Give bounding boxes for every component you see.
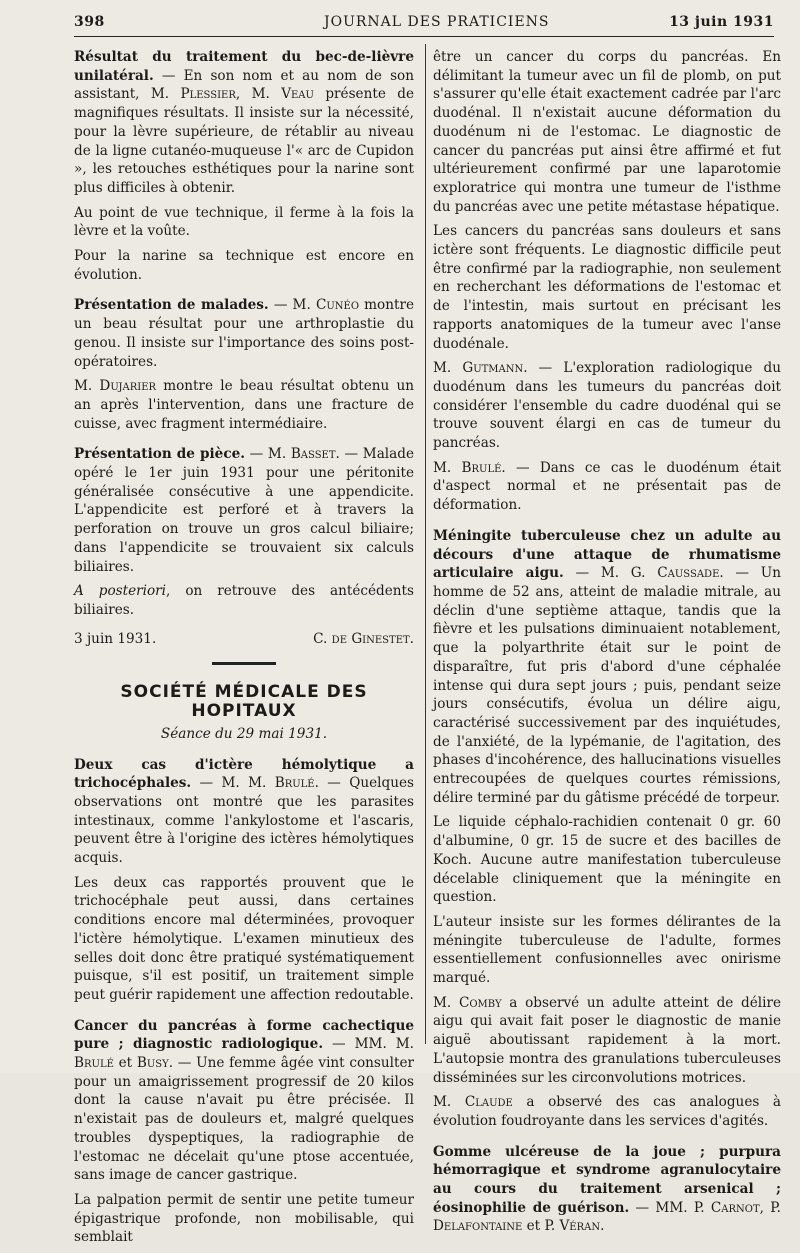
author-name: Caussade bbox=[657, 565, 720, 582]
paragraph: Les cancers du pancréas sans douleurs et sans ictère sont fréquents. Le diagnostic difficile peut être confirmé par la radiographie, non seulement en recherchant les déformations de l'estomac et de l'intestin, mais surtout en précisant les rapports anatomiques de la tumeur avec l'anse duodénale. bbox=[433, 223, 781, 352]
section-separator bbox=[212, 662, 276, 665]
paragraph: Au point de vue technique, il ferme à la fois la lèvre et la voûte. bbox=[74, 204, 414, 240]
signature-date: 3 juin 1931. bbox=[74, 630, 157, 647]
author-name: Brulé bbox=[461, 459, 502, 476]
article-title: Résultat du traitement du bec-de-lièvre unilatéral. bbox=[74, 49, 414, 84]
paragraph: M. Brulé. — Dans ce cas le duodénum était d'aspect normal et ne présentait pas de déformation. bbox=[433, 459, 781, 514]
paragraph-presentation-malades: Présentation de malades. — M. Cunéo montre un beau résultat pour une arthroplastie du genou. Il insiste sur l'importance des soins post-opératoires. bbox=[74, 297, 414, 370]
paragraph: M. Comby a observé un adulte atteint de délire aigu qui avait fait poser le diagnostic de manie aiguë aboutissant rapidement à la mort. L'autopsie montra des granulations tuberculeuses disséminées sur les circonvolutions motrices. bbox=[433, 994, 782, 1086]
journal-title: JOURNAL DES PRATICIENS bbox=[324, 14, 550, 30]
paragraph: être un cancer du corps du pancréas. En délimitant la tumeur avec un fil de plomb, on put s'assurer qu'elle était exactement cadrée par l'arc duodénal. Il n'existait aucune déformation du duodénum ni de l'estomac. Le diagnostic de cancer du pancréas put ainsi être affirmé et fut ultérieurement confirmé par une laparotomie exploratrice qui montra une tumeur de l'isthme du pancréas avec une petite métastase hépatique. bbox=[433, 49, 781, 215]
author-name: Dujarier bbox=[99, 378, 157, 395]
column-divider bbox=[425, 44, 426, 1044]
section-title: SOCIÉTÉ MÉDICALE DES HOPITAUX bbox=[120, 682, 368, 722]
paragraph: M. Gutmann. — L'exploration radiologique du duodénum dans les tumeurs du pancréas doit considérer l'ensemble du cadre duodénal qui se trouve souvent élargi en cas de tumeur du pancréas. bbox=[433, 360, 782, 452]
paragraph: M. Dujarier montre le beau résultat obtenu un an après l'intervention, dans une fracture de cuisse, avec fragment intermédiaire. bbox=[74, 378, 414, 432]
issue-date: 13 juin 1931 bbox=[669, 14, 774, 30]
author-name: Gutmann bbox=[462, 360, 524, 377]
right-column bbox=[433, 48, 781, 1242]
page-number: 398 bbox=[74, 14, 105, 30]
paragraph: Pour la narine sa technique est encore en évolution. bbox=[74, 248, 414, 283]
author-name: Plessier bbox=[180, 86, 236, 103]
paragraph-bec-de-lievre: Résultat du traitement du bec-de-lièvre unilatéral. — En son nom et au nom de son assistant, M. Plessier, M. Veau présente de magnifiques résultats. Il insiste sur la nécessité, pour la lèvre supérieure, de rétablir au niveau de la ligne cutanéo-muqueuse l'« arc de Cupidon », les retouches esthétiques pour la narine sont plus difficiles à obtenir. bbox=[74, 49, 414, 196]
article-title: Gomme ulcéreuse de la joue ; purpura hémorragique et syndrome agranulocytaire au cours du traitement arsenical ; éosinophilie de guérison. bbox=[433, 1143, 781, 1216]
author-name: Veau bbox=[281, 86, 314, 103]
author-name: Delafontaine bbox=[433, 1218, 523, 1235]
author-name: Brulé bbox=[74, 1055, 114, 1072]
author-name: Comby bbox=[458, 994, 502, 1011]
article-title: Deux cas d'ictère hémolytique a trichocéphales. bbox=[74, 756, 414, 792]
author-name: Cunéo bbox=[315, 297, 360, 314]
author-name: Busy bbox=[136, 1055, 169, 1072]
left-column bbox=[74, 48, 414, 1253]
article-title: Présentation de pièce. bbox=[74, 446, 245, 463]
paragraph-ictere: Deux cas d'ictère hémolytique a trichocéphales. — M. M. Brulé. — Quelques observations ont montré que les parasites intestinaux, comme l'ankylostome et l'ascaris, peuvent être à l'origine des ictères hémolytiques acquis. bbox=[74, 756, 415, 867]
author-name: Brulé bbox=[274, 775, 315, 792]
author-name: Carnot bbox=[710, 1199, 760, 1216]
author-name: Véran bbox=[559, 1218, 601, 1235]
paragraph: M. Claude a observé des cas analogues à évolution foudroyante dans les services d'agités. bbox=[433, 1094, 782, 1129]
paragraph-cancer-pancreas: Cancer du pancréas à forme cachectique pure ; diagnostic radiologique. — MM. M. Brulé et Busy. — Une femme âgée vint consulter pour un amaigrissement progressif de 20 kilos dont la cause n'avait pu être précisée. Il n'existait pas de douleurs et, malgré quelques troubles dyspeptiques, la radiographie de l'estomac ne décelait qu'une ptose accentuée, sans image de cancer gastrique. bbox=[74, 1017, 414, 1184]
paragraph-meningite: Méningite tuberculeuse chez un adulte au décours d'une attaque de rhumatisme articulaire aigu. — M. G. Caussade. — Un homme de 52 ans, atteint de maladie mitrale, au déclin d'une septième attaque, tandis que la fièvre et les pulsations diminuaient notablement, que la polyarthrite était sur le point de disparaître, fut pris d'abord d'une céphalée intense qui dura sept jours ; puis, pendant seize jours consécutifs, évolua un délire aigu, caractérisé successivement par des inquiétudes, de l'anxiété, de la lypémanie, de l'agitation, des phases d'incohérence, des hallucinations visuelles entrecoupées de quelques courtes rémissions, délire terminé par du gâtisme précédé de torpeur. bbox=[433, 527, 781, 806]
paragraph-gomme-ulcereuse: Gomme ulcéreuse de la joue ; purpura hémorragique et syndrome agranulocytaire au cours du traitement arsenical ; éosinophilie de guérison. — MM. P. Carnot, P. Delafontaine et P. Véran. bbox=[433, 1143, 781, 1235]
paragraph: La palpation permit de sentir une petite tumeur épigastrique profonde, non mobilisable, qui semblait bbox=[74, 1191, 414, 1246]
author-name: Basset bbox=[290, 446, 336, 463]
paragraph: Les deux cas rapportés prouvent que le trichocéphale peut aussi, dans certaines conditions encore mal déterminées, provoquer l'ictère hémolytique. L'examen minutieux des selles doit donc être pratiqué systématiquement puisque, s'il est positif, un traitement simple peut guérir rapidement une affection redoutable. bbox=[74, 874, 414, 1003]
seance-date: Séance du 29 mai 1931. bbox=[160, 725, 328, 742]
paragraph: L'auteur insiste sur les formes délirantes de la méningite tuberculeuse de l'adulte, formes essentiellement confusionnelles avec onirisme marqué. bbox=[433, 913, 781, 987]
article-title: Cancer du pancréas à forme cachectique pure ; diagnostic radiologique. bbox=[74, 1017, 414, 1053]
paragraph-presentation-piece: Présentation de pièce. — M. Basset. — Malade opéré le 1er juin 1931 pour une péritonite généralisée consécutive à une appendicite. L'appendicite est perforé et à travers la perforation on trouve un gros calcul biliaire; dans l'appendicite se trouvaient six calculs biliaires. bbox=[74, 446, 414, 575]
page-header bbox=[74, 14, 774, 38]
paragraph: A posteriori, on retrouve des antécédents biliaires. bbox=[74, 583, 414, 618]
article-title: Méningite tuberculeuse chez un adulte au décours d'une attaque de rhumatisme articulaire aigu. bbox=[433, 527, 781, 582]
author-name: Claude bbox=[464, 1094, 513, 1111]
paragraph: Le liquide céphalo-rachidien contenait 0 gr. 60 d'albumine, 0 gr. 15 de sucre et des bacilles de Koch. Aucune autre manifestation tuberculeuse décelable cliniquement que la méningite en question. bbox=[433, 814, 781, 906]
header-rule bbox=[74, 36, 774, 37]
signature-line bbox=[74, 630, 414, 649]
signature-name: C. de Ginestet. bbox=[313, 630, 414, 647]
article-title: Présentation de malades. bbox=[74, 297, 269, 314]
